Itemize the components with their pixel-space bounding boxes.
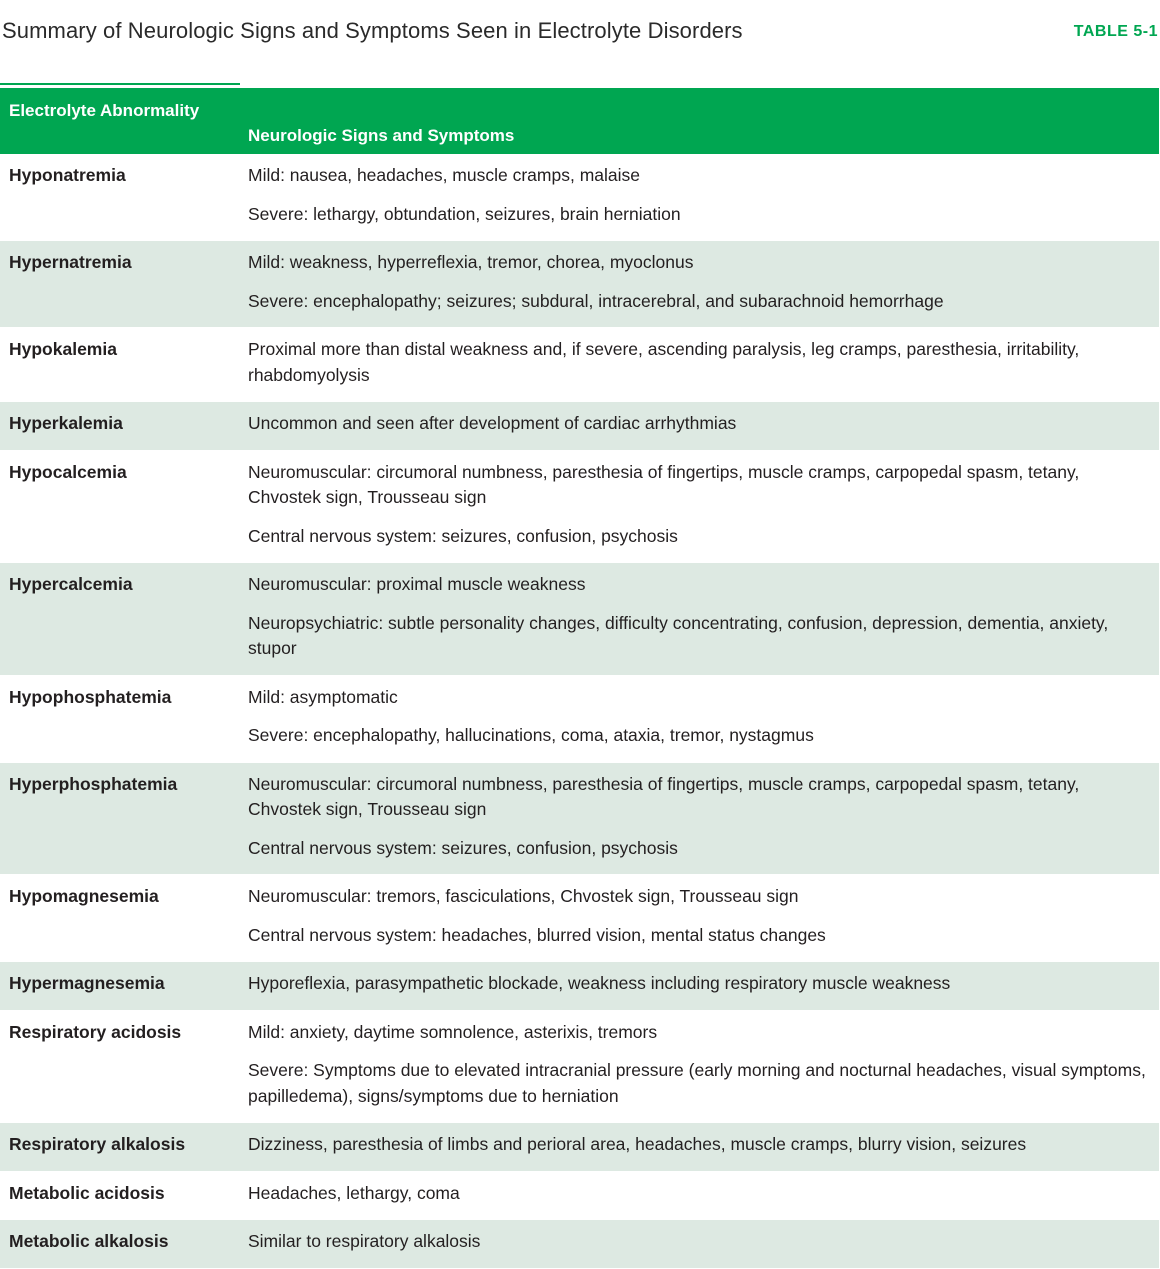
title-bar — [0, 0, 1160, 66]
header-signs: Neurologic Signs and Symptoms — [248, 126, 515, 145]
symptoms-cell — [240, 451, 1159, 563]
electrolyte-cell: Hyponatremia — [9, 165, 126, 185]
symptom-line: Mild: asymptomatic — [248, 686, 398, 707]
symptom-line: Similar to respiratory alkalosis — [248, 1231, 481, 1251]
symptom-line: Central nervous system: headaches, blurred vision, mental status changes — [248, 924, 826, 945]
symptom-line: Hyporeflexia, parasympathetic blockade, weakness including respiratory muscle weakness — [248, 973, 951, 993]
symptom-line: Uncommon and seen after development of cardiac arrhythmias — [248, 413, 737, 433]
symptom-line: Neuromuscular: proximal muscle weakness — [248, 574, 586, 594]
electrolyte-cell: Respiratory acidosis — [9, 1021, 182, 1042]
electrolyte-cell: Hypermagnesemia — [9, 973, 165, 993]
table-number: TABLE 5-1 — [1073, 23, 1158, 40]
symptom-line: Dizziness, paresthesia of limbs and perioral area, headaches, muscle cramps, blurry vision, seizures — [248, 1134, 1027, 1154]
electrolyte-cell: Hypokalemia — [9, 339, 117, 359]
table-row — [0, 962, 1159, 1011]
electrolyte-cell: Hypomagnesemia — [9, 886, 159, 906]
table-row — [0, 1220, 1159, 1269]
symptoms-cell — [240, 763, 1159, 875]
symptom-line: Central nervous system: seizures, confusion, psychosis — [248, 525, 678, 546]
table-row — [0, 154, 1159, 241]
electrolyte-cell: Hypophosphatemia — [9, 686, 172, 707]
table-row — [0, 241, 1159, 328]
electrolyte-cell: Metabolic alkalosis — [9, 1231, 169, 1251]
electrolyte-cell: Metabolic acidosis — [9, 1182, 165, 1203]
symptoms-cell — [240, 154, 1159, 240]
symptoms-cell — [240, 328, 1159, 401]
table-row — [0, 402, 1159, 451]
table-row — [0, 451, 1159, 564]
electrolyte-cell: Hypercalcemia — [9, 574, 133, 594]
symptoms-cell — [240, 241, 1159, 327]
symptom-line: Severe: Symptoms due to elevated intracranial pressure (early morning and nocturnal headaches, visual symptoms, papilledema), signs/symptoms due to herniation — [248, 1060, 1146, 1106]
symptom-line: Neuropsychiatric: subtle personality changes, difficulty concentrating, confusion, depression, dementia, anxiety, stupor — [248, 612, 1109, 658]
header-electrolyte: Electrolyte Abnormality — [9, 101, 200, 120]
symptoms-cell — [240, 676, 1159, 762]
table-row — [0, 676, 1159, 763]
symptoms-cell — [240, 962, 1159, 1010]
symptoms-cell — [240, 563, 1159, 675]
electrolyte-cell: Hyperkalemia — [9, 413, 123, 433]
table-row — [0, 328, 1159, 402]
table-row — [0, 563, 1159, 676]
table-row — [0, 1172, 1159, 1221]
table-row — [0, 875, 1159, 962]
symptoms-cell — [240, 402, 1159, 450]
accent-rule — [0, 83, 240, 85]
symptom-line: Severe: encephalopathy, hallucinations, coma, ataxia, tremor, nystagmus — [248, 725, 814, 745]
symptom-line: Neuromuscular: circumoral numbness, paresthesia of fingertips, muscle cramps, carpopedal spasm, tetany, Chvostek sign, Trousseau sign — [248, 461, 1080, 507]
symptom-line: Severe: lethargy, obtundation, seizures, brain herniation — [248, 203, 681, 224]
symptom-line: Mild: anxiety, daytime somnolence, asterixis, tremors — [248, 1021, 658, 1042]
symptoms-cell — [240, 1220, 1159, 1268]
table-row — [0, 1011, 1159, 1124]
symptom-line: Severe: encephalopathy; seizures; subdural, intracerebral, and subarachnoid hemorrhage — [248, 290, 944, 311]
symptom-line: Neuromuscular: tremors, fasciculations, Chvostek sign, Trousseau sign — [248, 886, 799, 906]
table-row — [0, 1123, 1159, 1172]
symptom-line: Mild: nausea, headaches, muscle cramps, malaise — [248, 165, 640, 185]
electrolyte-cell: Hypocalcemia — [9, 461, 127, 482]
symptom-line: Mild: weakness, hyperreflexia, tremor, chorea, myoclonus — [248, 252, 694, 272]
table-row — [0, 763, 1159, 876]
table-body — [0, 154, 1159, 1269]
electrolyte-cell: Hypernatremia — [9, 252, 132, 272]
symptom-line: Proximal more than distal weakness and, if severe, ascending paralysis, leg cramps, paresthesia, irritability, rhabdomyolysis — [248, 339, 1080, 385]
electrolyte-cell: Hyperphosphatemia — [9, 773, 178, 794]
symptom-line: Central nervous system: seizures, confusion, psychosis — [248, 837, 678, 858]
data-table — [0, 88, 1159, 1269]
table-header — [0, 88, 1159, 154]
symptoms-cell — [240, 875, 1159, 961]
symptom-line: Headaches, lethargy, coma — [248, 1182, 460, 1203]
symptoms-cell — [240, 1172, 1159, 1220]
symptoms-cell — [240, 1123, 1159, 1171]
symptom-line: Neuromuscular: circumoral numbness, paresthesia of fingertips, muscle cramps, carpopedal spasm, tetany, Chvostek sign, Trousseau sign — [248, 773, 1080, 819]
table-title: Summary of Neurologic Signs and Symptoms Seen in Electrolyte Disorders — [2, 18, 743, 43]
electrolyte-cell: Respiratory alkalosis — [9, 1134, 186, 1154]
symptoms-cell — [240, 1011, 1159, 1123]
